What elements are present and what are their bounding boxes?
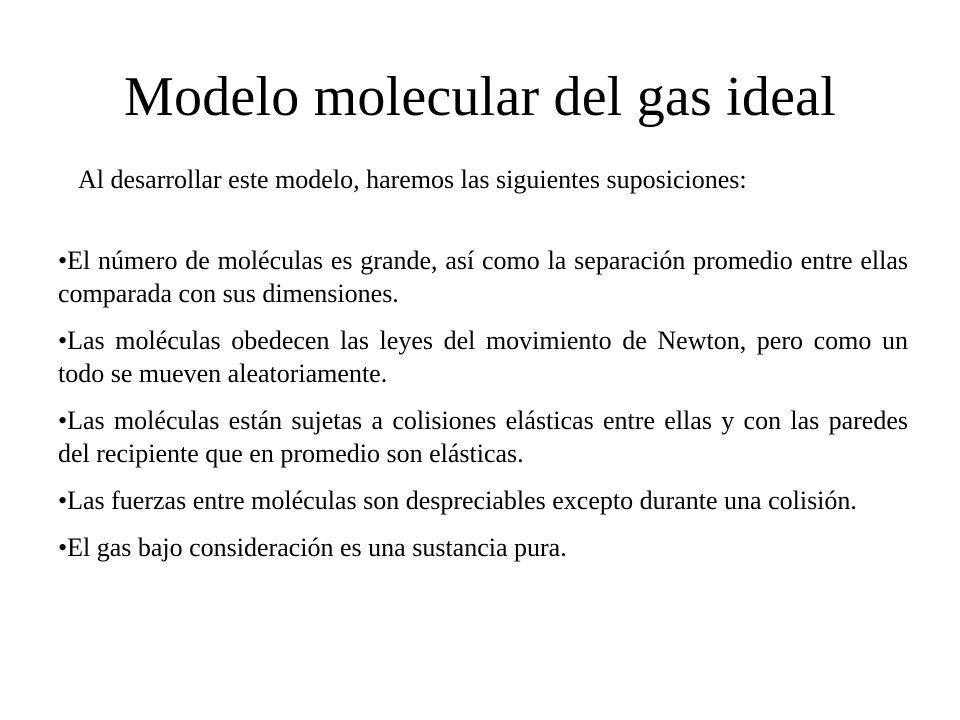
- assumption-text: El número de moléculas es grande, así como la separación promedio entre ellas comparada con sus dimensiones.: [58, 246, 908, 308]
- assumption-text: El gas bajo consideración es una sustancia pura.: [67, 533, 567, 562]
- assumption-text: Las moléculas obedecen las leyes del movimiento de Newton, pero como un todo se mueven aleatoriamente.: [58, 326, 908, 388]
- intro-text: Al desarrollar este modelo, haremos las siguientes suposiciones:: [78, 165, 747, 194]
- assumption-text: Las fuerzas entre moléculas son despreciables excepto durante una colisión.: [67, 486, 857, 515]
- assumptions-list: [58, 244, 908, 578]
- bullet-icon: •: [58, 486, 68, 515]
- bullet-icon: •: [58, 326, 68, 355]
- bullet-icon: •: [58, 533, 68, 562]
- assumption-item: [58, 531, 908, 564]
- bullet-icon: •: [58, 406, 68, 435]
- assumption-text: Las moléculas están sujetas a colisiones elásticas entre ellas y con las paredes del recipiente que en promedio son elásticas.: [58, 406, 908, 468]
- slide-title: Modelo molecular del gas ideal: [124, 66, 836, 128]
- assumption-item: [58, 324, 908, 390]
- assumption-item: [58, 244, 908, 310]
- assumption-item: [58, 404, 908, 470]
- bullet-icon: •: [58, 246, 68, 275]
- assumption-item: [58, 484, 908, 517]
